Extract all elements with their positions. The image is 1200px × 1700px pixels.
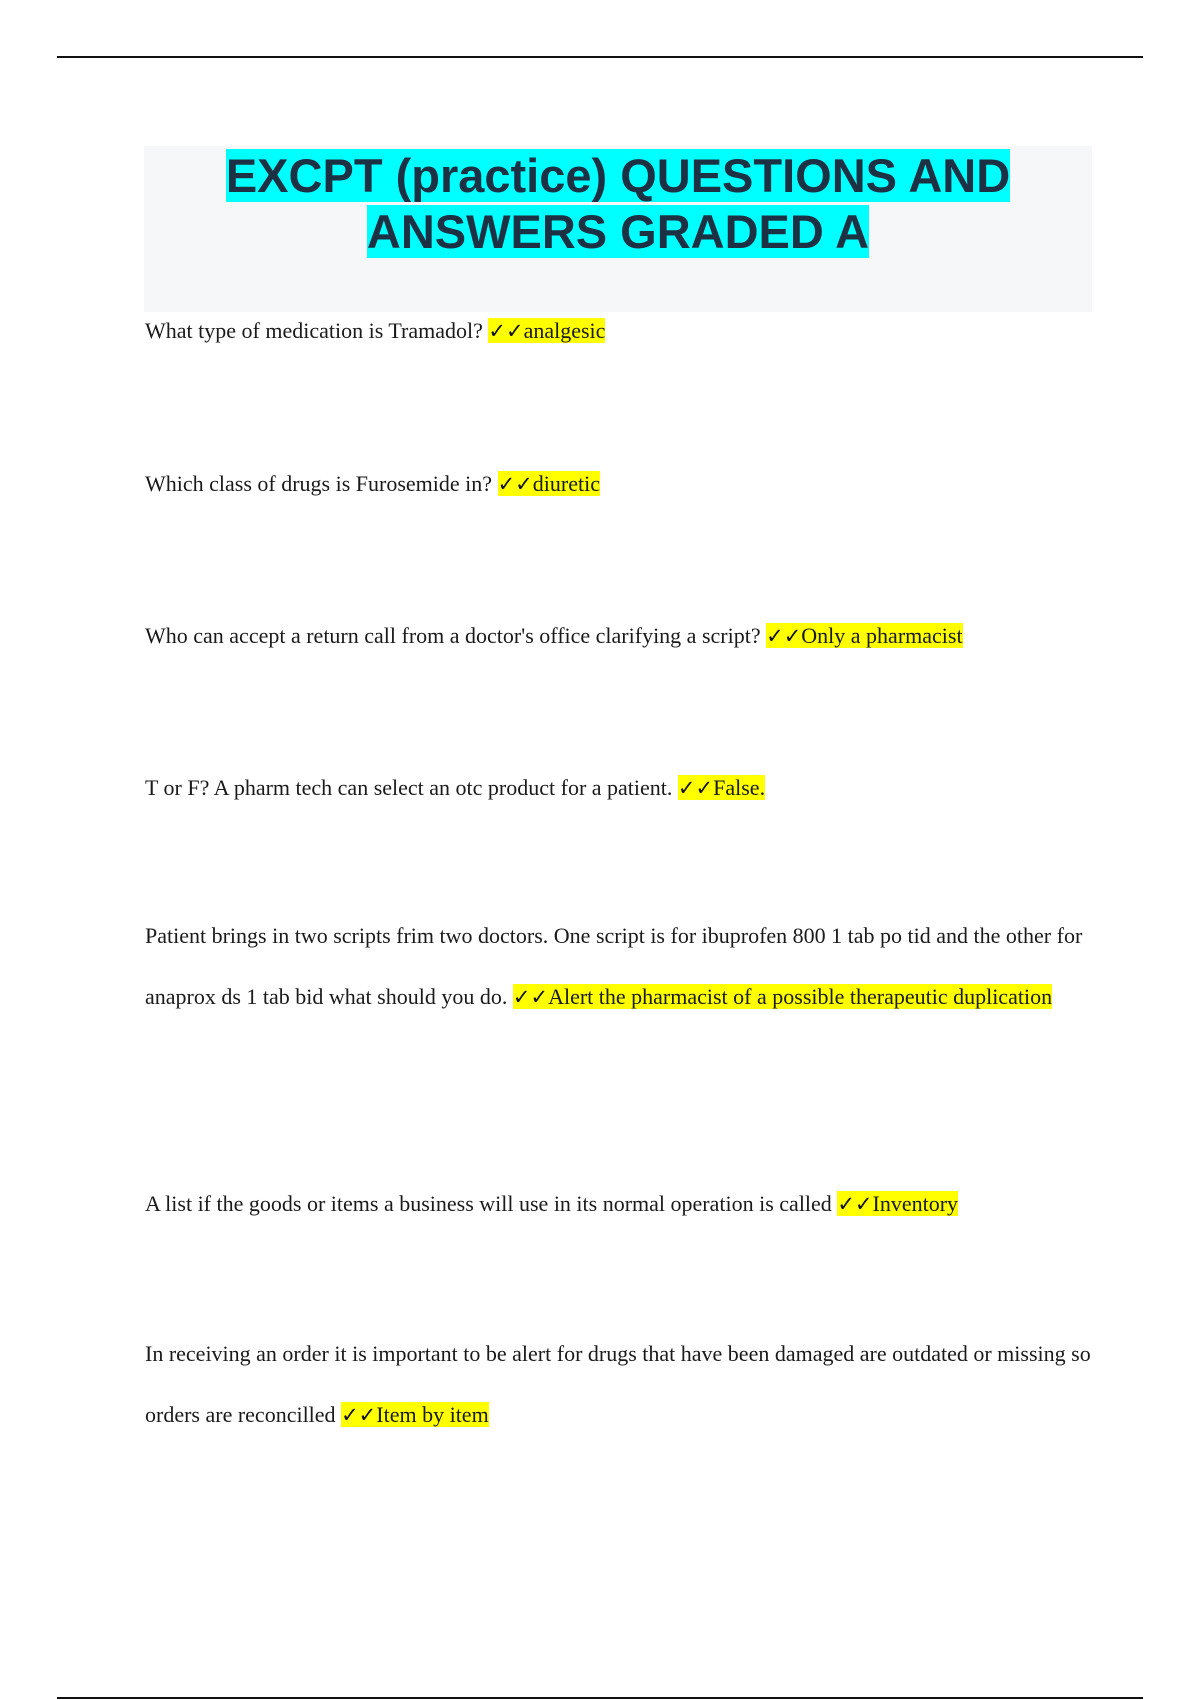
- double-check-icon: ✓✓: [497, 472, 533, 496]
- double-check-icon: ✓✓: [766, 624, 802, 648]
- qa-item: [145, 605, 1095, 667]
- answer-text: Inventory: [872, 1191, 959, 1216]
- qa-item: [145, 453, 1095, 515]
- answer-text: Item by item: [376, 1402, 489, 1427]
- answer-highlight: [678, 775, 765, 800]
- question-text: What type of medication is Tramadol?: [145, 318, 483, 343]
- question-text: Which class of drugs is Furosemide in?: [145, 471, 493, 496]
- qa-item: [145, 1173, 1095, 1235]
- question-text: Who can accept a return call from a doctor's office clarifying a script?: [145, 623, 761, 648]
- double-check-icon: ✓✓: [677, 776, 714, 800]
- qa-item: [145, 905, 1095, 1028]
- qa-item: [145, 757, 1095, 819]
- title-highlight: EXCPT (practice) QUESTIONS AND ANSWERS GRADED A: [225, 149, 1011, 258]
- top-rule: [57, 56, 1143, 58]
- answer-highlight: [341, 1402, 489, 1427]
- double-check-icon: ✓✓: [837, 1192, 873, 1216]
- answer-highlight: [488, 318, 605, 343]
- double-check-icon: ✓✓: [512, 985, 549, 1009]
- qa-item: [145, 300, 1095, 362]
- answer-text: Alert the pharmacist of a possible therapeutic duplication: [548, 984, 1053, 1009]
- answer-highlight: [498, 471, 600, 496]
- question-text: Patient brings in two scripts frim two doctors. One script is for ibuprofen 800 1 tab po tid and the other for anaprox ds 1 tab bid what should you do.: [145, 923, 1083, 1009]
- title-banner: [144, 146, 1092, 312]
- double-check-icon: ✓✓: [488, 319, 524, 343]
- document-title: [144, 146, 1092, 260]
- answer-text: False.: [713, 775, 766, 800]
- answer-text: diuretic: [532, 471, 600, 496]
- answer-text: analgesic: [523, 318, 606, 343]
- answer-highlight: [837, 1191, 958, 1216]
- double-check-icon: ✓✓: [341, 1403, 377, 1427]
- question-text: A list if the goods or items a business will use in its normal operation is called: [145, 1191, 832, 1216]
- question-text: In receiving an order it is important to be alert for drugs that have been damaged are outdated or missing so orders are reconcilled: [145, 1341, 1091, 1427]
- bottom-rule: [57, 1697, 1143, 1699]
- answer-highlight: [513, 984, 1052, 1009]
- qa-item: [145, 1323, 1095, 1446]
- answer-text: Only a pharmacist: [801, 623, 963, 648]
- question-text: T or F? A pharm tech can select an otc product for a patient.: [145, 775, 673, 800]
- answer-highlight: [766, 623, 963, 648]
